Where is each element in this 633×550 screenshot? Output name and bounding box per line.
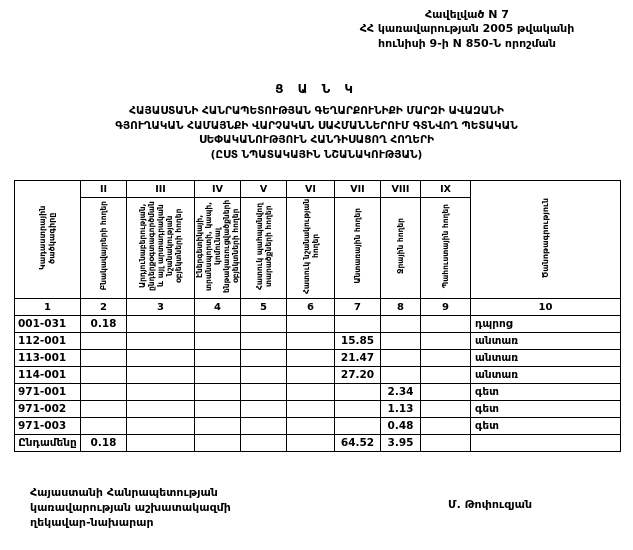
forest-lands-label: Անտառային հողեր [353, 208, 362, 284]
cadastral-code-cell: 001-031 [15, 316, 81, 333]
annex-reference-block [306, 8, 628, 51]
cadastral-code-cell: 971-003 [15, 418, 81, 435]
header-forest-lands [335, 198, 381, 299]
value-cell [421, 316, 471, 333]
cadastral-code-cell: 113-001 [15, 350, 81, 367]
value-cell [127, 384, 195, 401]
cadastral-code-cell: 971-001 [15, 384, 81, 401]
value-cell [421, 350, 471, 367]
value-cell [421, 418, 471, 435]
remark-cell: գետ [471, 384, 621, 401]
value-cell [241, 333, 287, 350]
value-cell [421, 401, 471, 418]
value-cell [195, 367, 241, 384]
table-row [15, 333, 621, 350]
table-row [15, 418, 621, 435]
value-cell [381, 316, 421, 333]
colnum-3: 3 [127, 299, 195, 316]
roman-VIII: VIII [381, 181, 421, 198]
value-cell [335, 316, 381, 333]
signatory-title-line-3: ղեկավար-նախարար [30, 515, 154, 529]
total-value-cell: 0.18 [81, 435, 127, 452]
table-row [15, 367, 621, 384]
header-remarks [471, 181, 621, 299]
total-value-cell [195, 435, 241, 452]
cadastral-code-label: Կադաստրային ծածկագիրը [37, 205, 57, 271]
title-line-3: ՍԵՓԱԿԱՆՈՒԹՅՈՒՆ ՀԱՆԴԻՍԱՑՈՂ ՀՈՂԵՐԻ [198, 134, 435, 147]
value-cell [241, 418, 287, 435]
roman-III: III [127, 181, 195, 198]
value-cell [241, 384, 287, 401]
colnum-5: 5 [241, 299, 287, 316]
roman-II: II [81, 181, 127, 198]
value-cell [421, 367, 471, 384]
value-cell [195, 418, 241, 435]
value-cell [81, 350, 127, 367]
value-cell [81, 418, 127, 435]
total-value-cell [127, 435, 195, 452]
value-cell [195, 401, 241, 418]
infrastructure-lands-label: Էներգետիկայի, տրանսպորտի, կապի, կոմունալ ենթակառուցվածքների օբյեկտների հողեր [195, 199, 240, 293]
total-value-cell [421, 435, 471, 452]
remark-cell: անտառ [471, 333, 621, 350]
document-caption: Ց Ա Ն Կ [275, 82, 358, 96]
total-row [15, 435, 621, 452]
colnum-10: 10 [471, 299, 621, 316]
value-cell: 1.13 [381, 401, 421, 418]
value-cell [421, 333, 471, 350]
title-line-2: ԳՅՈՒՂԱԿԱՆ ՀԱՄԱՅՆՔԻ ՎԱՐՉԱԿԱՆ ՍԱՀՄԱՆՆԵՐՈՒՄ ԳՏՆՎՈՂ ՊԵՏԱԿԱՆ [115, 119, 518, 132]
roman-V: V [241, 181, 287, 198]
remark-cell: դպրոց [471, 316, 621, 333]
value-cell [195, 333, 241, 350]
title-line-1: ՀԱՅԱՍՏԱՆԻ ՀԱՆՐԱՊԵՏՈՒԹՅԱՆ ԳԵՂԱՐՔՈՒՆԻՔԻ ՄԱՐԶԻ ԱՎԱԶԱՆԻ [129, 105, 504, 117]
value-cell: 2.34 [381, 384, 421, 401]
column-numbers-row [15, 299, 621, 316]
value-cell [81, 401, 127, 418]
value-cell [335, 418, 381, 435]
header-roman-numerals-row [15, 181, 621, 198]
value-cell [335, 384, 381, 401]
value-cell [287, 384, 335, 401]
value-cell [195, 350, 241, 367]
document-title [30, 104, 603, 163]
signatory-title-block [30, 486, 231, 531]
header-protected-lands [241, 198, 287, 299]
header-cadastral-code [15, 181, 81, 299]
value-cell: 0.18 [81, 316, 127, 333]
value-cell [381, 333, 421, 350]
protected-lands-label: Հատուկ պահպանվող տարածքների հողեր [254, 202, 273, 290]
roman-IX: IX [421, 181, 471, 198]
total-value-cell: 64.52 [335, 435, 381, 452]
land-classification-table-wrap [14, 180, 621, 452]
colnum-7: 7 [335, 299, 381, 316]
value-cell: 27.20 [335, 367, 381, 384]
special-lands-label: Հատուկ նշանակության հողեր [301, 198, 320, 294]
value-cell [81, 367, 127, 384]
value-cell [381, 350, 421, 367]
value-cell [287, 350, 335, 367]
signatory-title-line-2: կառավարության աշխատակազմի [30, 500, 231, 514]
value-cell [287, 333, 335, 350]
header-infrastructure-lands [195, 198, 241, 299]
signatory-name: Մ. Թոփուզյան [448, 498, 533, 511]
value-cell [421, 384, 471, 401]
value-cell: 15.85 [335, 333, 381, 350]
value-cell [81, 384, 127, 401]
colnum-6: 6 [287, 299, 335, 316]
table-row [15, 350, 621, 367]
signatory-title-line-1: Հայաստանի Հանրապետության [30, 486, 218, 499]
value-cell [241, 316, 287, 333]
settlement-lands-label: Բնակավայրերի հողեր [99, 201, 108, 291]
roman-VI: VI [287, 181, 335, 198]
value-cell: 21.47 [335, 350, 381, 367]
cadastral-code-cell: 114-001 [15, 367, 81, 384]
value-cell [81, 333, 127, 350]
colnum-9: 9 [421, 299, 471, 316]
value-cell [287, 367, 335, 384]
remark-cell: անտառ [471, 350, 621, 367]
colnum-1: 1 [15, 299, 81, 316]
value-cell [287, 316, 335, 333]
table-row [15, 401, 621, 418]
value-cell [127, 367, 195, 384]
header-reserve-lands [421, 198, 471, 299]
title-line-4: (ԸՍՏ ՆՊԱՏԱԿԱՅԻՆ ՆՇԱՆԱԿՈՒԹՅԱՆ) [210, 149, 423, 162]
total-remark-cell [471, 435, 621, 452]
value-cell [287, 418, 335, 435]
reserve-lands-label: Պահուստային հողեր [441, 203, 450, 289]
value-cell [287, 401, 335, 418]
remarks-label: Ծանոթագրություն [540, 197, 550, 279]
land-classification-table [14, 180, 621, 452]
annex-line-2: ՀՀ կառավարության 2005 թվականի [359, 22, 575, 36]
remark-cell: անտառ [471, 367, 621, 384]
table-row [15, 384, 621, 401]
value-cell [241, 401, 287, 418]
header-industrial-lands [127, 198, 195, 299]
total-label-cell: Ընդամենը [15, 435, 81, 452]
total-value-cell [287, 435, 335, 452]
remark-cell: գետ [471, 401, 621, 418]
roman-VII: VII [335, 181, 381, 198]
colnum-4: 4 [195, 299, 241, 316]
industrial-lands-label: Արդյունաբերության, ընդերքօգտագործման և այլ արտադրական նշանակության օբյեկտների հողեր [138, 201, 183, 291]
water-lands-label: Ջրային հողեր [396, 218, 405, 274]
value-cell [195, 384, 241, 401]
value-cell: 0.48 [381, 418, 421, 435]
value-cell [127, 350, 195, 367]
value-cell [381, 367, 421, 384]
roman-IV: IV [195, 181, 241, 198]
annex-line-1: Հավելված N 7 [425, 8, 509, 21]
header-water-lands [381, 198, 421, 299]
value-cell [335, 401, 381, 418]
colnum-2: 2 [81, 299, 127, 316]
value-cell [127, 401, 195, 418]
table-row [15, 316, 621, 333]
value-cell [241, 350, 287, 367]
value-cell [127, 316, 195, 333]
value-cell [127, 333, 195, 350]
value-cell [127, 418, 195, 435]
cadastral-code-cell: 971-002 [15, 401, 81, 418]
total-value-cell [241, 435, 287, 452]
annex-line-3: հունիսի 9-ի N 850-Ն որոշման [378, 36, 556, 50]
header-settlement-lands [81, 198, 127, 299]
value-cell [195, 316, 241, 333]
colnum-8: 8 [381, 299, 421, 316]
total-value-cell: 3.95 [381, 435, 421, 452]
header-special-lands [287, 198, 335, 299]
remark-cell: գետ [471, 418, 621, 435]
value-cell [241, 367, 287, 384]
cadastral-code-cell: 112-001 [15, 333, 81, 350]
